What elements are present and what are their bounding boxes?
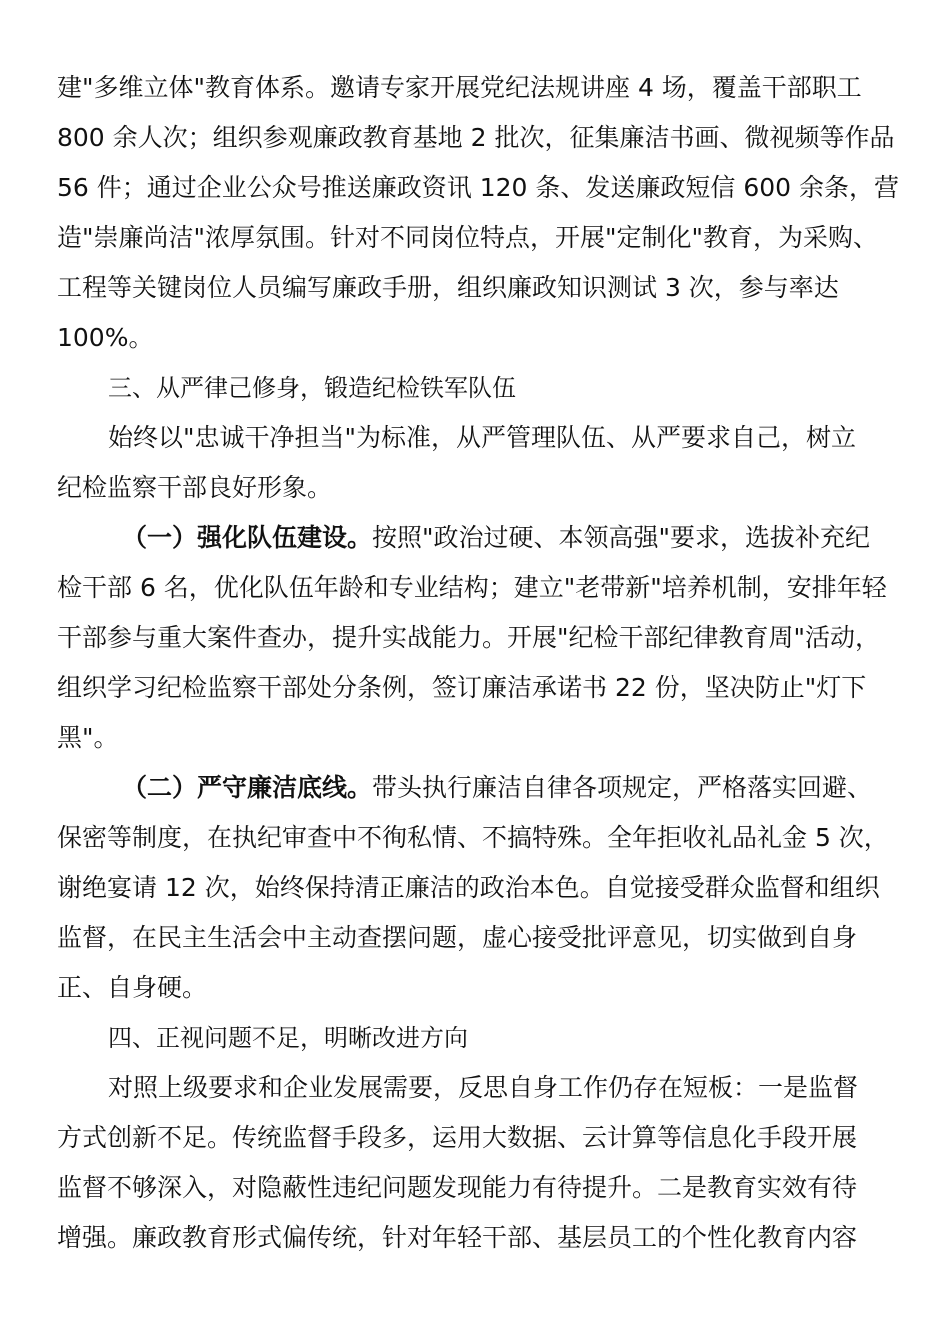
paragraph-section-4-shortcomings	[57, 1063, 899, 1263]
text-line: 始终以"忠诚干净担当"为标准，从严管理队伍、从严要求自己，树立	[108, 423, 857, 452]
paragraph-section-3-intro	[57, 413, 899, 513]
text-line: 建"多维立体"教育体系。邀请专家开展党纪法规讲座 4 场，覆盖干部职工	[57, 73, 862, 102]
document-page	[57, 63, 899, 1263]
text-line: 组织学习纪检监察干部处分条例，签订廉洁承诺书 22 份，坚决防止"灯下	[57, 673, 867, 702]
paragraph-education-system	[57, 63, 899, 363]
text-line: 纪检监察干部良好形象。	[57, 473, 333, 502]
text-line: 检干部 6 名，优化队伍年龄和专业结构；建立"老带新"培养机制，安排年轻	[57, 573, 887, 602]
text-line	[57, 763, 899, 813]
subsection-team-building	[57, 513, 899, 763]
text-line: 方式创新不足。传统监督手段多，运用大数据、云计算等信息化手段开展	[57, 1123, 858, 1152]
text-line: 监督不够深入，对隐蔽性违纪问题发现能力有待提升。二是教育实效有待	[57, 1173, 858, 1202]
text-line	[57, 513, 899, 563]
text-line: 800 余人次；组织参观廉政教育基地 2 批次，征集廉洁书画、微视频等作品	[57, 123, 895, 152]
text-run: 按照"政治过硬、本领高强"要求，选拔补充纪	[372, 523, 871, 552]
text-line: 工程等关键岗位人员编写廉政手册，组织廉政知识测试 3 次，参与率达	[57, 273, 839, 302]
text-line: 监督，在民主生活会中主动查摆问题，虚心接受批评意见，切实做到自身	[57, 923, 858, 952]
text-line: 对照上级要求和企业发展需要，反思自身工作仍存在短板：一是监督	[108, 1073, 859, 1102]
text-line: 谢绝宴请 12 次，始终保持清正廉洁的政治本色。自觉接受群众监督和组织	[57, 873, 880, 902]
text-line: 正、自身硬。	[57, 973, 208, 1002]
text-line: 增强。廉政教育形式偏传统，针对年轻干部、基层员工的个性化教育内容	[57, 1223, 858, 1252]
subsection-integrity-bottom-line	[57, 763, 899, 1013]
subsection-title: （一）强化队伍建设。	[122, 523, 373, 552]
section-heading-4: 四、正视问题不足，明晰改进方向	[108, 1024, 468, 1052]
text-line: 造"崇廉尚洁"浓厚氛围。针对不同岗位特点，开展"定制化"教育，为采购、	[57, 223, 878, 252]
text-line: 保密等制度，在执纪审查中不徇私情、不搞特殊。全年拒收礼品礼金 5 次，	[57, 823, 889, 852]
text-line: 干部参与重大案件查办，提升实战能力。开展"纪检干部纪律教育周"活动，	[57, 623, 881, 652]
text-line: 56 件；通过企业公众号推送廉政资讯 120 条、发送廉政短信 600 余条，营	[57, 173, 899, 202]
subsection-title: （二）严守廉洁底线。	[122, 773, 373, 802]
text-line: 100%。	[57, 323, 154, 352]
text-run: 带头执行廉洁自律各项规定，严格落实回避、	[372, 773, 873, 802]
section-heading-3: 三、从严律己修身，锻造纪检铁军队伍	[108, 374, 516, 402]
text-line: 黑"。	[57, 723, 119, 752]
